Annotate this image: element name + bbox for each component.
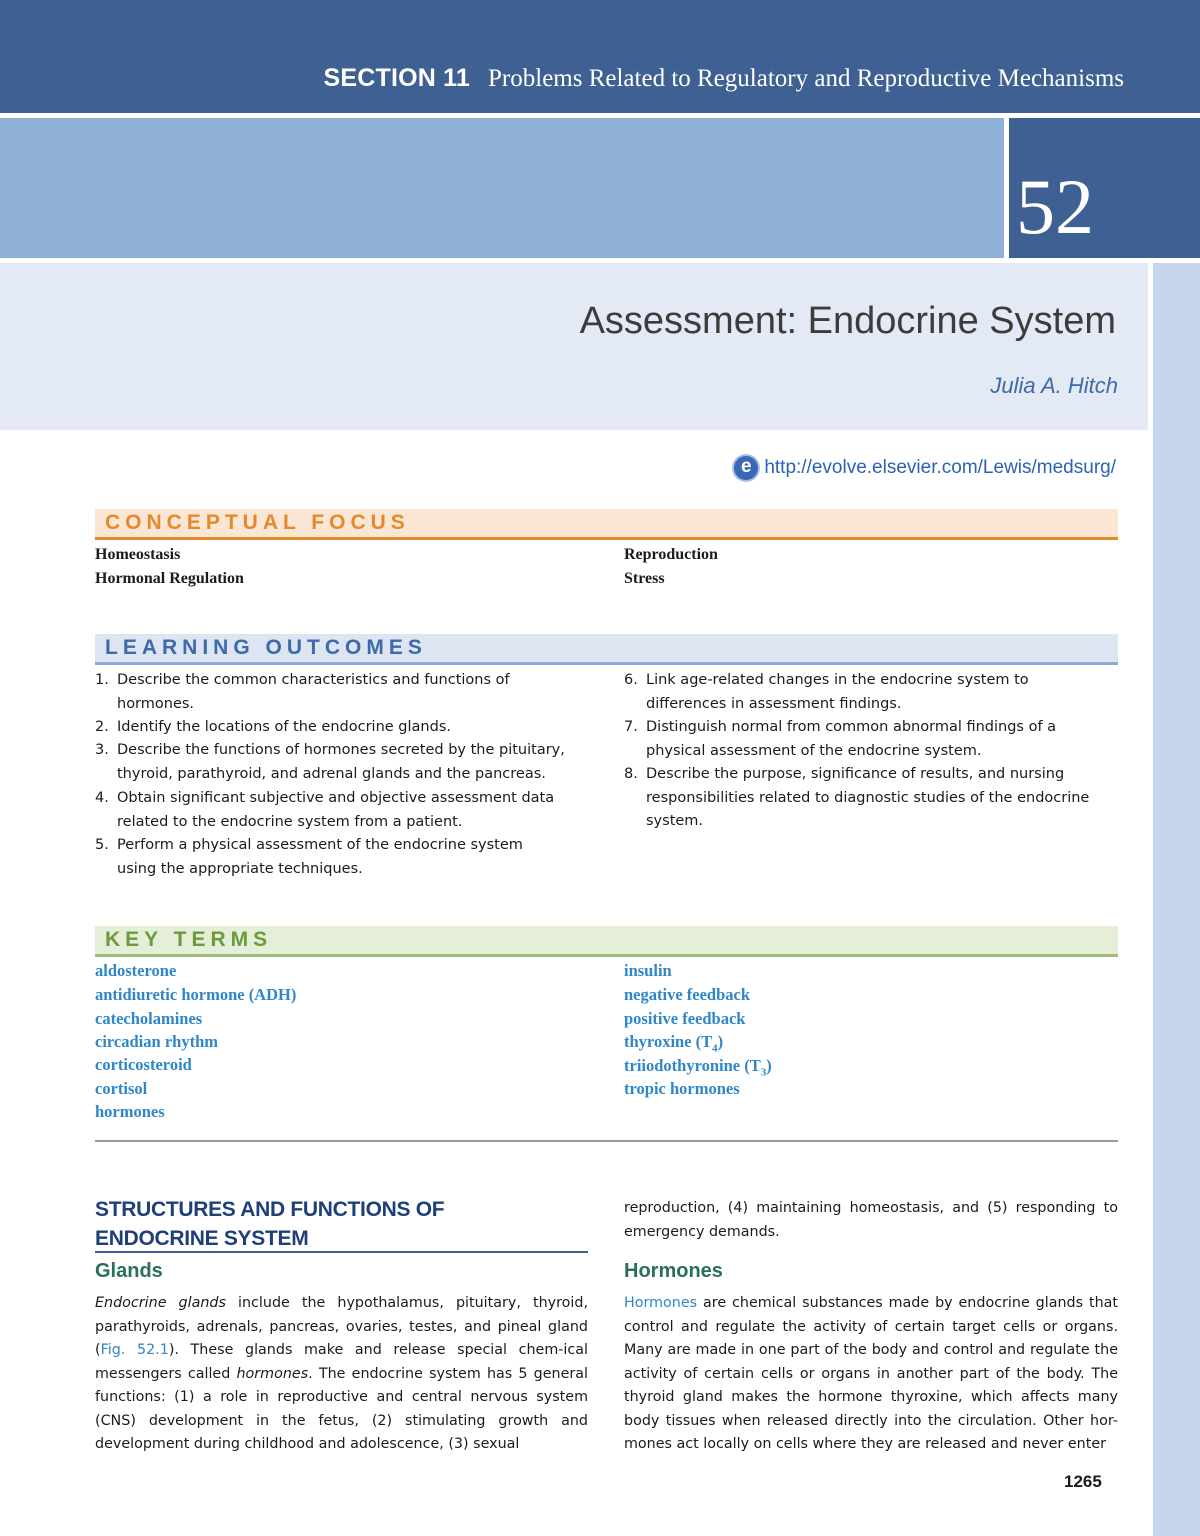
outcome-item — [624, 716, 1114, 763]
page-edge-strip — [1153, 263, 1200, 1536]
outcome-text: Identify the locations of the endocrine glands. — [117, 719, 451, 735]
section-heading-line: ENDOCRINE SYSTEM — [95, 1227, 309, 1250]
hormones-paragraph — [624, 1292, 1118, 1457]
key-terms-rule — [95, 954, 1118, 957]
chapter-banner — [0, 118, 1004, 258]
outcome-text: Describe the functions of hormones secreted by the pituitary, thyroid, parathyroid, and adrenal glands and the pancreas. — [117, 742, 565, 782]
outcome-number: 4. — [95, 790, 109, 806]
key-term-thyroxine-base: thyroxine (T — [624, 1032, 713, 1051]
outcome-item — [95, 834, 565, 881]
outcome-text: Obtain significant subjective and objective assessment data related to the endocrine system from a patient. — [117, 790, 555, 830]
paragraph-text: include the hypothalamus, pituitary, thyroid, parathyroids, adrenals, pancreas, ovaries, testes, and pineal gland ( — [95, 1295, 588, 1358]
evolve-url[interactable]: http://evolve.elsevier.com/Lewis/medsurg/ — [764, 457, 1116, 478]
section-label — [324, 64, 1124, 93]
glands-paragraph — [95, 1292, 588, 1457]
key-term[interactable]: corticosteroid — [95, 1055, 192, 1074]
outcome-text: Describe the purpose, significance of results, and nursing responsibilities related to diagnostic studies of the endocrine system. — [646, 766, 1090, 829]
title-banner — [0, 263, 1148, 430]
focus-item: Reproduction — [624, 546, 718, 563]
learning-outcomes-rule — [95, 662, 1118, 665]
paragraph-text: . The endocrine system has 5 general functions: (1) a role in reproductive and central nervous system (CNS) development in the fetus, (2) stimulating growth and development during childhood and adolescence, (3) sexual — [95, 1365, 589, 1452]
chapter-title: Assessment: Endocrine System — [579, 300, 1116, 342]
outcome-item — [95, 716, 565, 740]
outcome-number: 3. — [95, 742, 109, 758]
key-term-thyroxine[interactable] — [624, 1032, 723, 1054]
key-term-triiodothyronine[interactable] — [624, 1056, 772, 1078]
section-heading-rule — [95, 1251, 588, 1253]
key-terms-title: KEY TERMS — [105, 928, 273, 951]
section-heading — [95, 1195, 590, 1253]
key-term[interactable]: negative feedback — [624, 985, 751, 1004]
outcome-text: Perform a physical assessment of the endocrine system using the appropriate techniques. — [117, 837, 523, 877]
term-endocrine-glands: Endocrine glands — [95, 1295, 226, 1311]
evolve-link[interactable] — [734, 456, 1116, 480]
paragraph-text: ). These glands make and release special chem-ical messengers called — [95, 1342, 588, 1382]
outcome-text: Describe the common characteristics and functions of hormones. — [117, 672, 510, 712]
focus-item: Stress — [624, 570, 665, 587]
outcome-item — [95, 669, 565, 716]
figure-link-prefix[interactable]: Fig. — [100, 1342, 137, 1358]
key-term-thyroxine-close: ) — [717, 1032, 724, 1051]
outcome-number: 1. — [95, 672, 109, 688]
learning-outcomes-heading — [95, 634, 1118, 662]
learning-outcomes-title: LEARNING OUTCOMES — [105, 636, 427, 659]
outcome-item — [95, 739, 590, 786]
chapter-number: 52 — [1016, 163, 1094, 250]
key-term[interactable]: cortisol — [95, 1079, 148, 1098]
outcome-number: 8. — [624, 766, 638, 782]
conceptual-focus-rule — [95, 537, 1118, 540]
paragraph-text: are chemical substances made by endocrine glands that control and regulate the activity of certain target cells or organs. Many are made in one part of the body and control and regulate the activity of certain cells or organs in another part of the body. The thyroid gland makes the hormone thyroxine, which affects many body tissues when released directly into the circulation. Other hor-mones act locally on cells where they are released and never enter — [624, 1295, 1118, 1452]
key-term[interactable]: hormones — [95, 1102, 165, 1121]
key-term[interactable]: catecholamines — [95, 1009, 203, 1028]
key-term-triiodothyronine-sub: 3 — [760, 1066, 767, 1079]
conceptual-focus-title: CONCEPTUAL FOCUS — [105, 511, 410, 534]
term-hormones: hormones — [236, 1365, 309, 1382]
outcome-text: Distinguish normal from common abnormal findings of a physical assessment of the endocrine system. — [646, 719, 1057, 759]
key-term-thyroxine-sub: 4 — [712, 1042, 718, 1055]
figure-link[interactable]: 52.1 — [136, 1342, 169, 1358]
glands-heading: Glands — [95, 1260, 163, 1282]
key-term[interactable]: antidiuretic hormone (ADH) — [95, 985, 297, 1004]
key-term[interactable]: circadian rhythm — [95, 1032, 218, 1051]
focus-item: Hormonal Regulation — [95, 570, 244, 587]
key-term[interactable]: tropic hormones — [624, 1079, 740, 1098]
outcome-item — [624, 763, 1114, 834]
outcome-number: 2. — [95, 719, 109, 735]
section-title: Problems Related to Regulatory and Reproductive Mechanisms — [488, 65, 1124, 92]
outcome-number: 5. — [95, 837, 109, 853]
continued-paragraph: reproduction, (4) maintaining homeostasis, and (5) responding to emergency demands. — [624, 1200, 1118, 1240]
key-terms-divider — [95, 1140, 1118, 1142]
outcome-item — [624, 669, 1094, 716]
section-number: SECTION 11 — [323, 64, 471, 92]
focus-item: Homeostasis — [95, 546, 181, 563]
evolve-e-icon: e — [734, 456, 758, 480]
section-heading-line: STRUCTURES AND FUNCTIONS OF — [95, 1198, 445, 1221]
conceptual-focus-heading — [95, 509, 1118, 537]
section-banner — [0, 0, 1200, 113]
key-terms-heading — [95, 926, 1118, 954]
key-term-triiodothyronine-base: triiodothyronine (T — [624, 1056, 761, 1075]
key-term[interactable]: insulin — [624, 961, 672, 980]
outcome-number: 6. — [624, 672, 638, 688]
author-name: Julia A. Hitch — [990, 373, 1118, 398]
outcome-item — [95, 787, 585, 834]
key-term[interactable]: positive feedback — [624, 1009, 746, 1028]
outcome-number: 7. — [624, 719, 638, 735]
key-term[interactable]: aldosterone — [95, 961, 177, 980]
key-term-triiodothyronine-close: ) — [766, 1056, 772, 1075]
page-number: 1265 — [1064, 1472, 1102, 1491]
term-hormones-link[interactable]: Hormones — [624, 1295, 698, 1311]
outcome-text: Link age-related changes in the endocrine system to differences in assessment findings. — [646, 672, 1029, 712]
hormones-heading: Hormones — [624, 1260, 723, 1282]
